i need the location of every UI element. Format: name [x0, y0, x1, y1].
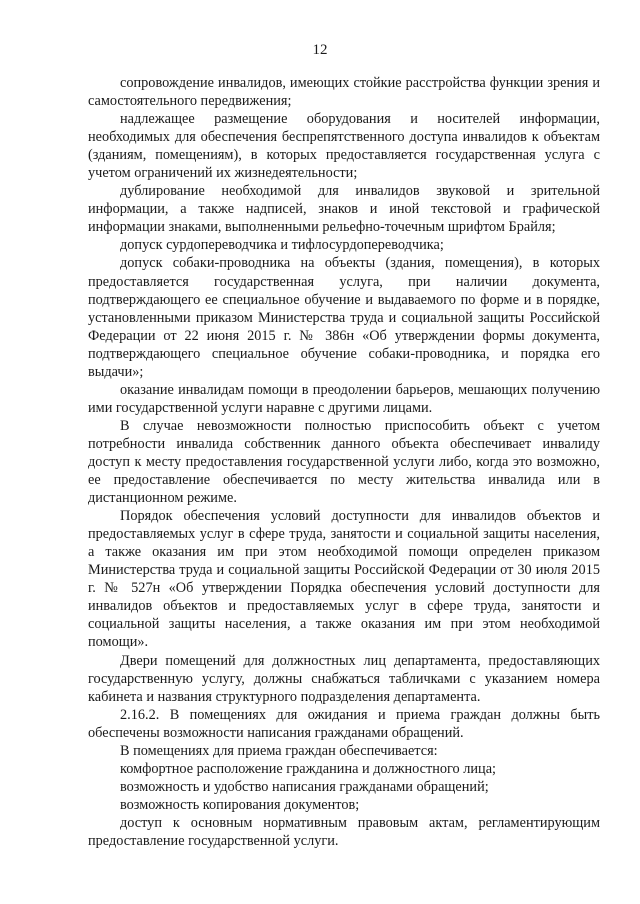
paragraph: Порядок обеспечения условий доступности для инвалидов объектов и предоставляемых услуг в сфере труда, занятости и социальной защиты населения, а также оказания им при этом необходимой помощи определен приказом Министерства труда и социальной защиты Российской Федерации от 30 июля 2015 г. № 527н «Об утверждении Порядка обеспечения условий доступности для инвалидов объектов и предоставляемых услуг в сфере труда, занятости и социальной защиты населения, а также оказания им при этом необходимой помощи». [88, 508, 600, 651]
paragraph: надлежащее размещение оборудования и носителей информации, необходимых для обеспечения беспрепятственного доступа инвалидов к объектам (зданиям, помещениям), в которых предоставляется государственная услуга с учетом ограничений их жизнедеятельности; [88, 111, 600, 182]
list-item: доступ к основным нормативным правовым актам, регламентирующим предоставление государственной услуги. [88, 814, 600, 849]
document-body [88, 74, 600, 850]
list-item: возможность копирования документов; [120, 796, 360, 813]
list-item: возможность и удобство написания гражданами обращений; [120, 778, 489, 795]
paragraph: допуск собаки-проводника на объекты (здания, помещения), в которых предоставляется государственная услуга, при наличии документа, подтверждающего ее специальное обучение и выдаваемого по форме и в порядке, установленными приказом Министерства труда и социальной защиты Российской Федерации от 22 июня 2015 г. № 386н «Об утверждении формы документа, подтверждающего специальное обучение собаки-проводника, и порядка его выдачи»; [88, 255, 600, 380]
paragraph: В случае невозможности полностью приспособить объект с учетом потребности инвалида собственник данного объекта обеспечивает инвалиду доступ к месту предоставления государственной услуги либо, когда это возможно, ее предоставление обеспечивается по месту жительства инвалида или в дистанционном режиме. [88, 417, 600, 507]
paragraph: допуск сурдопереводчика и тифлосурдопереводчика; [120, 237, 444, 254]
paragraph: оказание инвалидам помощи в преодолении барьеров, мешающих получению ими государственной услуги наравне с другими лицами. [88, 381, 600, 416]
paragraph: 2.16.2. В помещениях для ожидания и приема граждан должны быть обеспечены возможности написания гражданами обращений. [88, 706, 600, 741]
paragraph: дублирование необходимой для инвалидов звуковой и зрительной информации, а также надписей, знаков и иной текстовой и графической информации знаками, выполненными рельефно-точечным шрифтом Брайля; [88, 183, 600, 236]
page-number: 12 [312, 42, 328, 58]
paragraph: сопровождение инвалидов, имеющих стойкие расстройства функции зрения и самостоятельного передвижения; [88, 75, 600, 110]
paragraph: Двери помещений для должностных лиц департамента, предоставляющих государственную услугу, должны снабжаться табличками с указанием номера кабинета и названия структурного подразделения департамента. [88, 652, 600, 705]
paragraph: В помещениях для приема граждан обеспечивается: [120, 742, 438, 759]
list-item: комфортное расположение гражданина и должностного лица; [120, 760, 497, 777]
